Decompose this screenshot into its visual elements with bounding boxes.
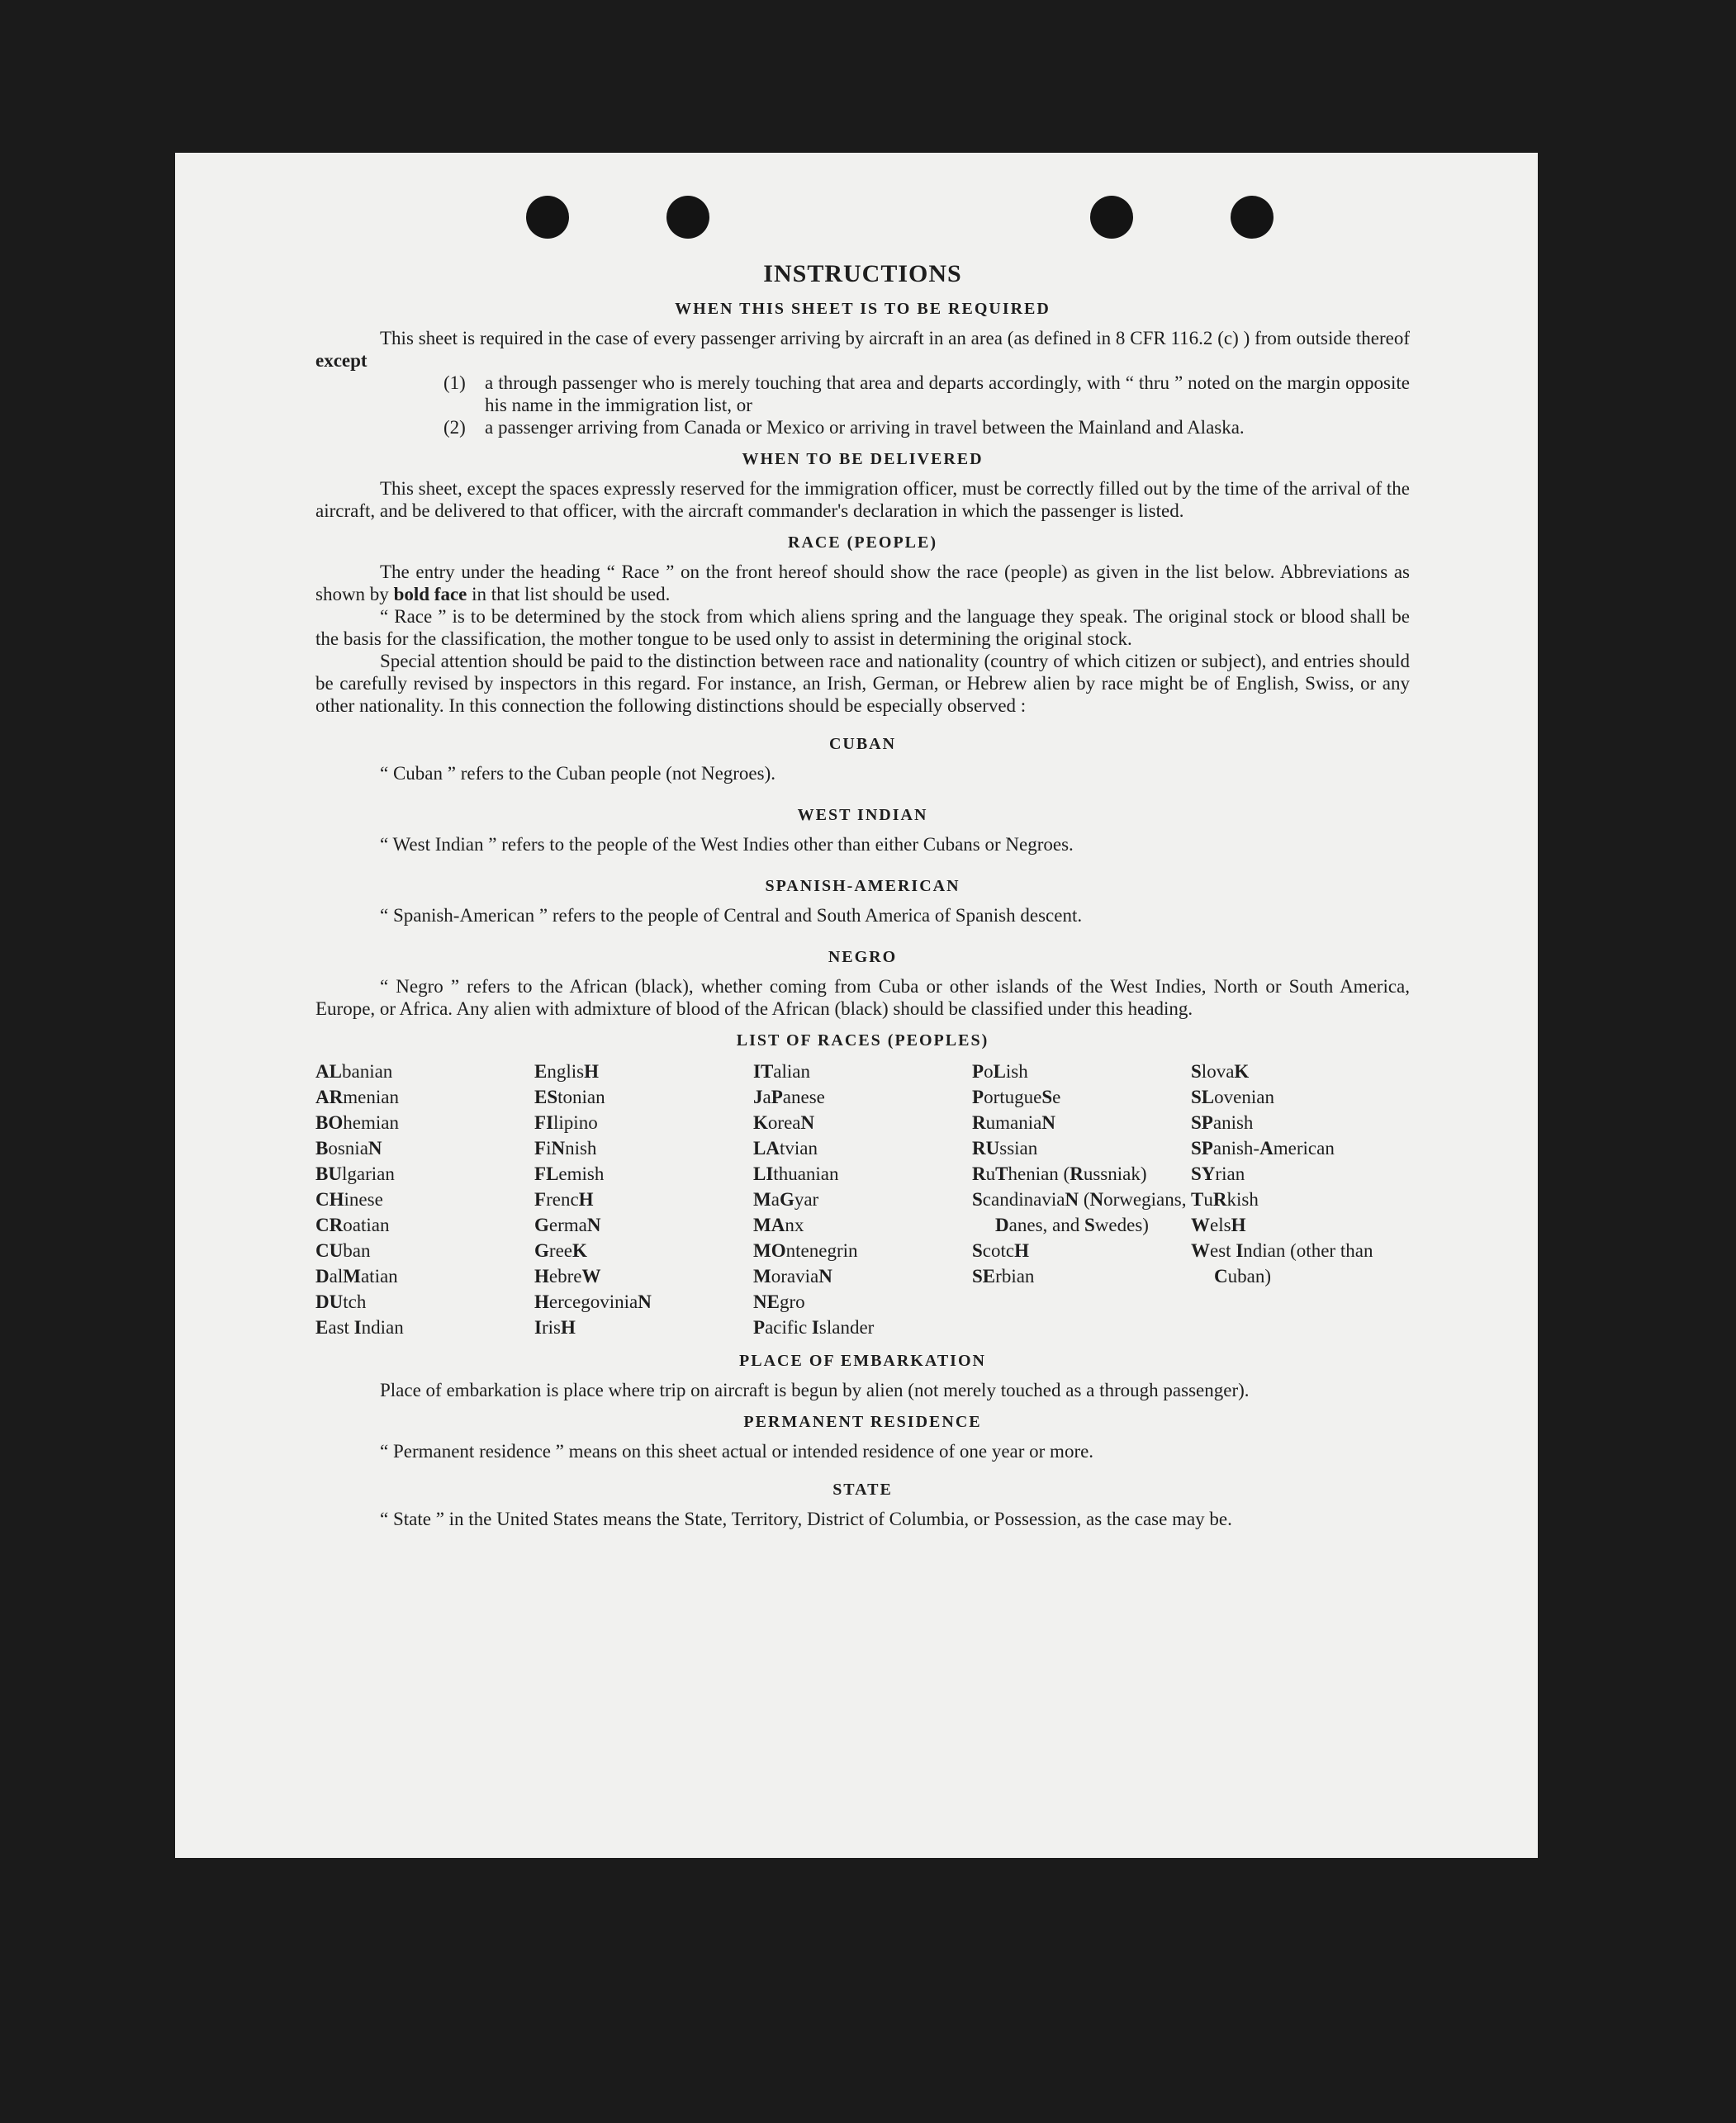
race-entry: NEgro <box>753 1291 805 1312</box>
race-entry: RuThenian (Russniak) <box>972 1163 1147 1184</box>
race-entry: PortugueSe <box>972 1087 1061 1107</box>
race-entry: ARmenian <box>315 1087 399 1107</box>
punch-hole-3 <box>1090 196 1133 239</box>
punch-hole-2 <box>666 196 709 239</box>
race-entry: LAtvian <box>753 1138 818 1159</box>
race-entry: FIlipino <box>534 1112 598 1133</box>
race-entry: DalMatian <box>315 1266 398 1287</box>
required-paragraph: This sheet is required in the case of every passenger arriving by aircraft in an area (as defined in 8 CFR 116.2 (c) ) from outside thereof except <box>315 328 1410 371</box>
race-entry: TuRkish <box>1191 1189 1259 1210</box>
race-entry: GreeK <box>534 1240 587 1261</box>
race-entry: LIthuanian <box>753 1163 839 1184</box>
race-entry: SYrian <box>1191 1163 1245 1184</box>
race-paragraph-1: The entry under the heading “ Race ” on the front hereof should show the race (people) as given in the list below. Abbreviations as shown by bold face in that list should be used. <box>315 562 1410 604</box>
race-entry: ALbanian <box>315 1061 393 1082</box>
race-entry: SlovaK <box>1191 1061 1250 1082</box>
page-title: INSTRUCTIONS <box>763 260 962 287</box>
race-entry: MOntenegrin <box>753 1240 858 1261</box>
race-paragraph-2: “ Race ” is to be determined by the stock from which aliens spring and the language they speak. The original stock or blood shall be the basis for the classification, the mother tongue to be used only to assist in determining the original stock. <box>315 606 1410 649</box>
heading-list-of-races: LIST OF RACES (PEOPLES) <box>736 1031 989 1050</box>
races-column-4 <box>972 1059 1191 1340</box>
heading-state: STATE <box>832 1481 893 1499</box>
race-entry: SPanish-American <box>1191 1138 1335 1159</box>
race-entry: MaGyar <box>753 1189 819 1210</box>
state-paragraph: “ State ” in the United States means the State, Territory, District of Columbia, or Possession, as the case may be. <box>380 1509 1232 1529</box>
race-entry: SLovenian <box>1191 1087 1274 1107</box>
cuban-paragraph: “ Cuban ” refers to the Cuban people (not Negroes). <box>380 763 776 784</box>
punch-hole-4 <box>1231 196 1274 239</box>
races-column-3 <box>753 1059 972 1340</box>
race-entry: FiNnish <box>534 1138 597 1159</box>
heading-negro: NEGRO <box>828 948 898 966</box>
race-entry: Pacific Islander <box>753 1317 875 1338</box>
race-entry: BosniaN <box>315 1138 382 1159</box>
race-entry: ScandinaviaN (Norwegians, Danes, and Swedes) <box>972 1189 1187 1235</box>
race-entry: RUssian <box>972 1138 1038 1159</box>
race-entry: EnglisH <box>534 1061 599 1082</box>
race-entry: West Indian (other than Cuban) <box>1191 1240 1373 1287</box>
heading-west-indian: WEST INDIAN <box>797 806 928 824</box>
negro-paragraph: “ Negro ” refers to the African (black), whether coming from Cuba or other islands of the West Indies, North or South America, Europe, or Africa. Any alien with admixture of blood of the African (black) should be classified under this heading. <box>315 976 1410 1019</box>
race-entry: BOhemian <box>315 1112 399 1133</box>
heading-cuban: CUBAN <box>828 735 897 753</box>
required-item-1: (1) a through passenger who is merely touching that area and departs accordingly, with “ thru ” noted on the margin opposite his name in the immigration list, or <box>443 372 1410 415</box>
race-entry: EStonian <box>534 1087 605 1107</box>
race-entry: SErbian <box>972 1266 1035 1287</box>
race-entry: SPanish <box>1191 1112 1254 1133</box>
race-entry: ITalian <box>753 1061 811 1082</box>
races-column-2 <box>534 1059 753 1340</box>
heading-embarkation: PLACE OF EMBARKATION <box>739 1352 986 1370</box>
race-entry: DUtch <box>315 1291 367 1312</box>
race-entry: KoreaN <box>753 1112 815 1133</box>
races-list <box>315 1059 1410 1340</box>
race-entry: HebreW <box>534 1266 601 1287</box>
residence-paragraph: “ Permanent residence ” means on this sheet actual or intended residence of one year or more. <box>380 1441 1094 1462</box>
embarkation-paragraph: Place of embarkation is place where trip on aircraft is begun by alien (not merely touched as a through passenger). <box>380 1380 1250 1400</box>
race-entry: HercegoviniaN <box>534 1291 652 1312</box>
race-entry: East Indian <box>315 1317 404 1338</box>
heading-when-required: WHEN THIS SHEET IS TO BE REQUIRED <box>675 300 1051 318</box>
race-entry: CUban <box>315 1240 371 1261</box>
required-item-2: (2) a passenger arriving from Canada or Mexico or arriving in travel between the Mainland and Alaska. <box>443 417 1245 438</box>
race-entry: RumaniaN <box>972 1112 1055 1133</box>
races-column-1 <box>315 1059 534 1340</box>
race-entry: CHinese <box>315 1189 383 1210</box>
race-entry: MAnx <box>753 1215 804 1235</box>
race-entry: CRoatian <box>315 1215 390 1235</box>
race-entry: JaPanese <box>753 1087 825 1107</box>
race-entry: IrisH <box>534 1317 576 1338</box>
race-entry: GermaN <box>534 1215 601 1235</box>
race-entry: PoLish <box>972 1061 1028 1082</box>
heading-permanent-residence: PERMANENT RESIDENCE <box>743 1413 982 1431</box>
race-entry: ScotcH <box>972 1240 1030 1261</box>
instructions-content <box>315 260 1410 1530</box>
heading-spanish-american: SPANISH-AMERICAN <box>765 877 960 895</box>
race-paragraph-3: Special attention should be paid to the distinction between race and nationality (country of which citizen or subject), and entries should be carefully revised by inspectors in this regard. For instance, an Irish, German, or Hebrew alien by race might be of English, Swiss, or any other nationality. In this connection the following distinctions should be especially observed : <box>315 651 1410 716</box>
race-entry: BUlgarian <box>315 1163 395 1184</box>
race-entry: MoraviaN <box>753 1266 832 1287</box>
delivered-paragraph: This sheet, except the spaces expressly reserved for the immigration officer, must be correctly filled out by the time of the arrival of the aircraft, and be delivered to that officer, with the aircraft commander's declaration in which the passenger is listed. <box>315 478 1410 521</box>
punch-hole-1 <box>526 196 569 239</box>
races-column-5 <box>1191 1059 1410 1340</box>
race-entry: FLemish <box>534 1163 605 1184</box>
document-page <box>175 153 1538 1858</box>
heading-when-delivered: WHEN TO BE DELIVERED <box>742 450 984 468</box>
heading-race: RACE (PEOPLE) <box>788 533 937 552</box>
race-entry: WelsH <box>1191 1215 1246 1235</box>
west-indian-paragraph: “ West Indian ” refers to the people of the West Indies other than either Cubans or Negroes. <box>380 834 1074 855</box>
race-entry: FrencH <box>534 1189 594 1210</box>
spanish-american-paragraph: “ Spanish-American ” refers to the people of Central and South America of Spanish descent. <box>380 905 1083 926</box>
